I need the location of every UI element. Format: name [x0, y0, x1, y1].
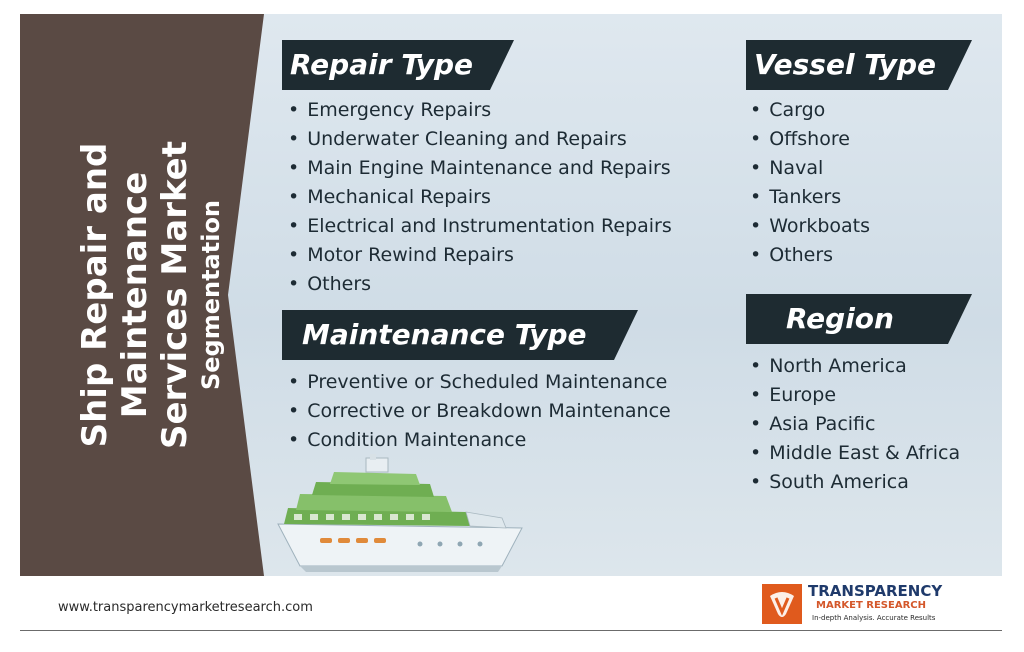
- logo-line1: TRANSPARENCY: [808, 582, 943, 600]
- list-item: • Europe: [750, 381, 960, 410]
- repair-type-list: [288, 96, 672, 299]
- list-item: • Main Engine Maintenance and Repairs: [288, 154, 672, 183]
- side-title-line1: Ship Repair and Maintenance: [75, 142, 155, 448]
- list-item: • Others: [288, 270, 672, 299]
- logo-line3: In-depth Analysis. Accurate Results: [812, 614, 936, 622]
- maintenance-type-heading: Maintenance Type: [302, 318, 587, 351]
- side-title: [75, 15, 227, 575]
- list-item: • South America: [750, 468, 960, 497]
- side-title-line2: Services Market: [155, 141, 195, 449]
- list-item: • Tankers: [750, 183, 870, 212]
- list-item: • Motor Rewind Repairs: [288, 241, 672, 270]
- side-panel: [20, 14, 282, 576]
- list-item: • Mechanical Repairs: [288, 183, 672, 212]
- list-item: • Middle East & Africa: [750, 439, 960, 468]
- list-item: • Corrective or Breakdown Maintenance: [288, 397, 671, 426]
- list-item: • North America: [750, 352, 960, 381]
- transparency-logo: [762, 582, 952, 626]
- logo-line2: MARKET RESEARCH: [816, 600, 926, 611]
- segmentation-card: [20, 14, 1002, 576]
- vessel-type-heading: Vessel Type: [754, 48, 937, 81]
- maintenance-type-list: [288, 368, 671, 455]
- list-item: • Asia Pacific: [750, 410, 960, 439]
- vessel-type-banner: [746, 40, 972, 90]
- list-item: • Emergency Repairs: [288, 96, 672, 125]
- region-list: [750, 352, 960, 497]
- list-item: • Naval: [750, 154, 870, 183]
- side-title-line3: Segmentation: [197, 199, 225, 391]
- list-item: • Cargo: [750, 96, 870, 125]
- list-item: • Offshore: [750, 125, 870, 154]
- region-banner: [746, 294, 972, 344]
- repair-type-heading: Repair Type: [290, 48, 473, 81]
- footer-url[interactable]: www.transparencymarketresearch.com: [58, 600, 313, 615]
- list-item: • Condition Maintenance: [288, 426, 671, 455]
- list-item: • Others: [750, 241, 870, 270]
- footer-divider: [20, 630, 1002, 631]
- list-item: • Electrical and Instrumentation Repairs: [288, 212, 672, 241]
- list-item: • Preventive or Scheduled Maintenance: [288, 368, 671, 397]
- cruise-ship-illustration: [270, 454, 530, 576]
- list-item: • Workboats: [750, 212, 870, 241]
- list-item: • Underwater Cleaning and Repairs: [288, 125, 672, 154]
- vessel-type-list: [750, 96, 870, 270]
- region-heading: Region: [786, 302, 894, 335]
- maintenance-type-banner: [282, 310, 638, 360]
- repair-type-banner: [282, 40, 514, 90]
- tmr-logo-icon: [762, 584, 802, 624]
